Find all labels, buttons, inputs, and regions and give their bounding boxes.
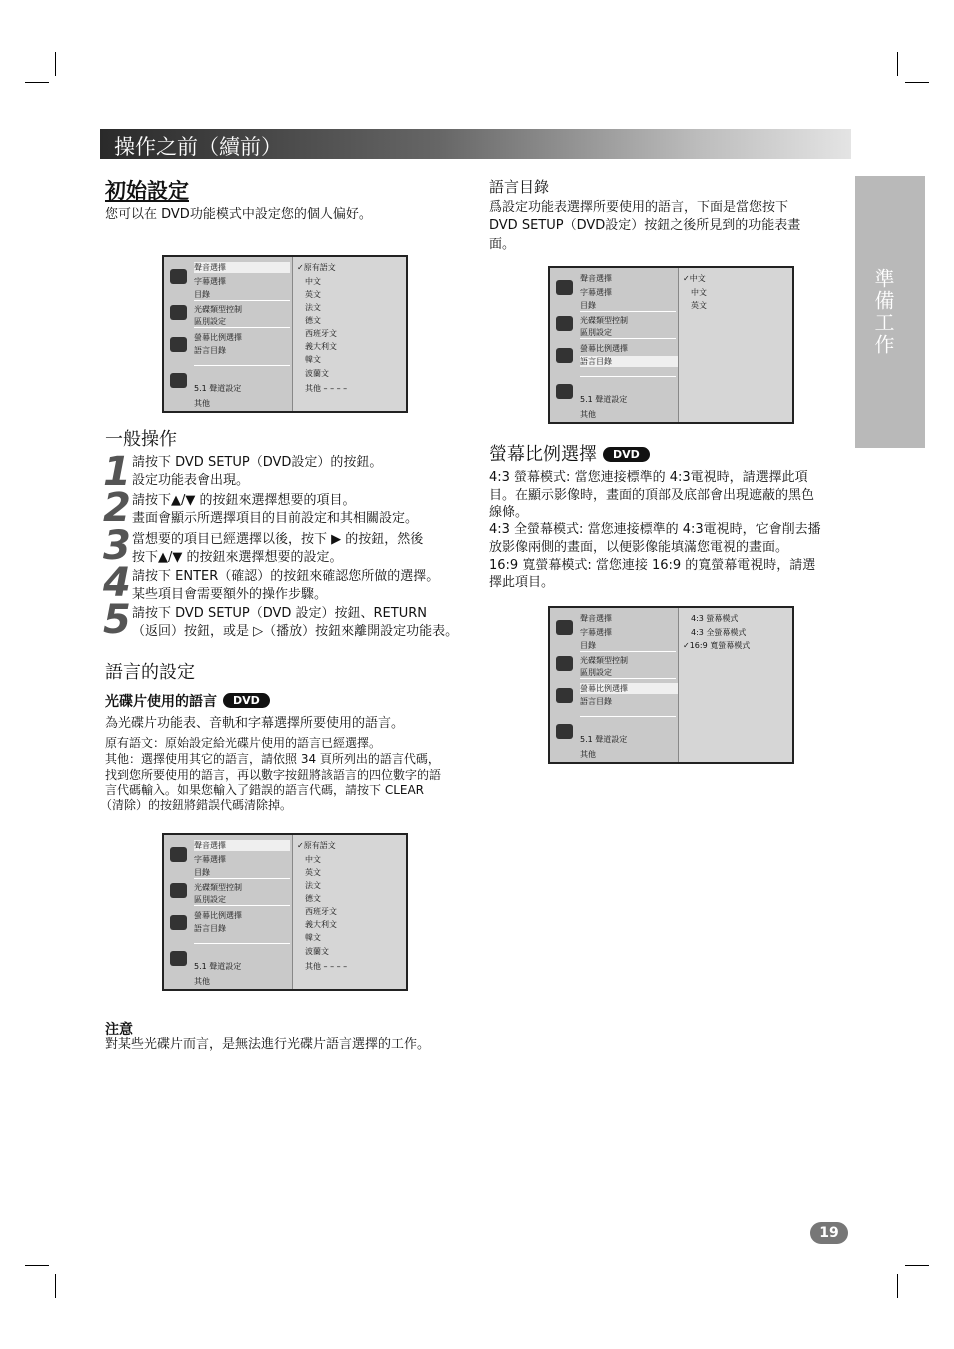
menu-item-aspect: 螢幕比例選擇 <box>580 344 628 353</box>
option: 其他 – – – – <box>305 384 348 393</box>
crop-mark <box>25 82 49 83</box>
step-text: 請按下 ENTER（確認）的按鈕來確認您所做的選擇。 <box>132 569 440 584</box>
crop-mark <box>897 52 898 76</box>
divider <box>580 338 676 339</box>
menu-item-subtitle: 字幕選擇 <box>194 277 226 286</box>
option: 義大利文 <box>305 342 337 351</box>
step-number: 1 <box>103 449 131 495</box>
side-tab-label: 準備工作 <box>871 268 895 356</box>
menu-item-aspect: 螢幕比例選擇 <box>194 333 242 342</box>
menu-language-heading: 語言目錄 <box>489 178 550 196</box>
option: 其他 – – – – <box>305 962 348 971</box>
language-icon <box>170 269 187 284</box>
initial-intro: 您可以在 DVD功能模式中設定您的個人偏好。 <box>105 207 372 222</box>
option: 英文 <box>691 301 707 310</box>
tv-icon <box>170 337 187 352</box>
step-text: 畫面會顯示所選擇項目的目前設定和其相關設定。 <box>132 511 419 526</box>
speaker-icon <box>170 951 187 966</box>
menu-item-subtitle: 字幕選擇 <box>580 628 612 637</box>
setup-menu-screen-2 <box>162 833 408 991</box>
step-text: 請按下 DVD SETUP（DVD設定）的按鈕。 <box>132 455 383 470</box>
menu-item-surround: 5.1 聲道設定 <box>194 384 242 393</box>
divider <box>194 300 290 301</box>
step-text: 按下▲/▼ 的按鈕來選擇想要的設定。 <box>132 550 343 565</box>
aspect-desc: 目。在顯示影像時，畫面的頂部及底部會出現遮蔽的黑色 <box>489 488 815 503</box>
option: 義大利文 <box>305 920 337 929</box>
setup-menu-screen-4 <box>548 606 794 764</box>
step-number: 2 <box>103 485 131 531</box>
option: ✓原有語文 <box>297 841 336 850</box>
lang-p3: 言代碼輸入。如果您輸入了錯誤的語言代碼，請按下 CLEAR <box>105 783 425 797</box>
menu-item-audio: 聲音選擇 <box>580 614 612 623</box>
menu-item-rating: 光碟類型控制 <box>580 316 628 325</box>
section-banner <box>100 129 851 159</box>
divider <box>580 651 676 652</box>
lock-icon <box>170 305 187 320</box>
menu-item-menu: 目錄 <box>580 641 596 650</box>
option: 韓文 <box>305 355 321 364</box>
lang-p3: 其他：選擇使用其它的語言，請依照 34 頁所列出的語言代碼， <box>105 752 440 766</box>
step-text: 請按下 DVD SETUP（DVD 設定）按鈕、RETURN <box>132 606 427 621</box>
lang-p3: （清除）的按鈕將錯誤代碼清除掉。 <box>100 798 293 812</box>
menu-item-rating: 光碟類型控制 <box>580 656 628 665</box>
menu-item-rating: 光碟類型控制 <box>194 305 242 314</box>
step-number: 4 <box>103 560 131 606</box>
option: ✓原有語文 <box>297 263 336 272</box>
menu-item-other: 其他 <box>194 977 210 986</box>
step-text: 請按下▲/▼ 的按鈕來選擇想要的項目。 <box>132 493 356 508</box>
banner-title: 操作之前（續前） <box>114 135 282 159</box>
option: 西班牙文 <box>305 907 337 916</box>
menu-item-region: 區別設定 <box>194 895 226 904</box>
menu-item-region: 區別設定 <box>580 668 612 677</box>
disc-language-title: 光碟片使用的語言 <box>105 694 217 710</box>
divider <box>580 678 676 679</box>
step-text: 某些項目會需要額外的操作步驟。 <box>132 587 328 602</box>
divider <box>194 365 290 366</box>
menu-item-surround: 5.1 聲道設定 <box>580 395 628 404</box>
speaker-icon <box>556 384 573 399</box>
option: 英文 <box>305 290 321 299</box>
setup-menu-screen-1 <box>162 255 408 413</box>
option: 波蘭文 <box>305 947 329 956</box>
note-text: 對某些光碟片而言，是無法進行光碟片語言選擇的工作。 <box>105 1037 431 1052</box>
option: 德文 <box>305 316 321 325</box>
aspect-desc: 4:3 全螢幕模式: 當您連接標準的 4:3電視時，它會削去播 <box>489 522 821 537</box>
lock-icon <box>556 316 573 331</box>
menu-item-menu: 目錄 <box>580 301 596 310</box>
menu-item-other: 其他 <box>580 410 596 419</box>
crop-mark <box>905 1265 929 1266</box>
option: 西班牙文 <box>305 329 337 338</box>
divider <box>194 905 290 906</box>
menu-item-surround: 5.1 聲道設定 <box>194 962 242 971</box>
menu-item-other: 其他 <box>194 399 210 408</box>
menu-item-other: 其他 <box>580 750 596 759</box>
aspect-desc: 線條。 <box>489 505 529 520</box>
language-icon <box>556 280 573 295</box>
speaker-icon <box>556 724 573 739</box>
aspect-desc: 4:3 螢幕模式: 當您連接標準的 4:3電視時，請選擇此項 <box>489 470 808 485</box>
menu-language-p: 面。 <box>489 237 516 252</box>
crop-mark <box>25 1265 49 1266</box>
crop-mark <box>905 82 929 83</box>
dvd-badge: DVD <box>223 693 270 708</box>
lang-p2: 原有語文：原始設定給光碟片使用的語言已經選擇。 <box>105 736 382 750</box>
menu-item-region: 區別設定 <box>194 317 226 326</box>
divider <box>194 327 290 328</box>
option: 中文 <box>691 288 707 297</box>
option: ✓中文 <box>683 274 706 283</box>
crop-mark <box>55 1274 56 1298</box>
option: 法文 <box>305 881 321 890</box>
option: 中文 <box>305 277 321 286</box>
menu-item-menu-language: 語言目錄 <box>580 697 612 706</box>
note-heading: 注意 <box>105 1022 133 1038</box>
page-number: 19 <box>810 1222 848 1244</box>
menu-item-aspect: 螢幕比例選擇 <box>194 911 242 920</box>
crop-mark <box>55 52 56 76</box>
menu-item-surround: 5.1 聲道設定 <box>580 735 628 744</box>
lock-icon <box>170 883 187 898</box>
general-heading: 一般操作 <box>105 429 177 450</box>
crop-mark <box>897 1274 898 1298</box>
menu-item-audio: 聲音選擇 <box>194 262 290 273</box>
menu-item-menu-language: 語言目錄 <box>580 356 678 367</box>
divider <box>580 311 676 312</box>
lang-p1: 為光碟片功能表、音軌和字幕選擇所要使用的語言。 <box>105 716 405 731</box>
menu-item-menu-language: 語言目錄 <box>194 346 226 355</box>
tv-icon <box>556 688 573 703</box>
language-icon <box>556 620 573 635</box>
option: 韓文 <box>305 933 321 942</box>
disc-language-subheading <box>105 691 270 711</box>
menu-item-audio: 聲音選擇 <box>194 840 290 851</box>
language-icon <box>170 847 187 862</box>
side-tab <box>855 176 925 448</box>
aspect-desc: 16:9 寬螢幕模式: 當您連接 16:9 的寬螢幕電視時，請選 <box>489 558 816 573</box>
tv-icon <box>556 348 573 363</box>
menu-item-menu: 目錄 <box>194 290 210 299</box>
menu-item-subtitle: 字幕選擇 <box>194 855 226 864</box>
divider <box>194 943 290 944</box>
aspect-title: 螢幕比例選擇 <box>489 444 597 465</box>
initial-heading: 初始設定 <box>105 179 189 203</box>
option: 4:3 全螢幕模式 <box>691 628 747 637</box>
menu-language-p: 爲設定功能表選擇所要使用的語言，下面是當您按下 <box>489 200 789 215</box>
menu-item-audio: 聲音選擇 <box>580 274 612 283</box>
lang-p3: 找到您所要使用的語言，再以數字按鈕將該語言的四位數字的語 <box>105 768 442 782</box>
step-number: 5 <box>103 597 131 643</box>
menu-item-rating: 光碟類型控制 <box>194 883 242 892</box>
option: 4:3 螢幕模式 <box>691 614 739 623</box>
option: 波蘭文 <box>305 369 329 378</box>
aspect-desc: 擇此項目。 <box>489 575 555 590</box>
setup-menu-screen-3 <box>548 266 794 424</box>
option: ✓16:9 寬螢幕模式 <box>683 641 751 650</box>
step-text: （返回）按鈕，或是 ▷（播放）按鈕來離開設定功能表。 <box>132 624 459 639</box>
aspect-desc: 放影像兩側的畫面，以便影像能填滿您電視的畫面。 <box>489 540 789 555</box>
option: 德文 <box>305 894 321 903</box>
menu-item-subtitle: 字幕選擇 <box>580 288 612 297</box>
step-text: 設定功能表會出現。 <box>132 473 250 488</box>
aspect-heading <box>489 440 650 466</box>
divider <box>194 878 290 879</box>
option: 法文 <box>305 303 321 312</box>
step-text: 當想要的項目已經選擇以後，按下 ▶ 的按鈕，然後 <box>132 532 424 547</box>
lock-icon <box>556 656 573 671</box>
language-heading: 語言的設定 <box>105 662 195 683</box>
option: 中文 <box>305 855 321 864</box>
menu-item-region: 區別設定 <box>580 328 612 337</box>
divider <box>580 716 676 717</box>
tv-icon <box>170 915 187 930</box>
dvd-badge: DVD <box>603 447 650 462</box>
menu-item-menu: 目錄 <box>194 868 210 877</box>
menu-item-menu-language: 語言目錄 <box>194 924 226 933</box>
option: 英文 <box>305 868 321 877</box>
menu-language-p: DVD SETUP（DVD設定）按鈕之後所見到的功能表畫 <box>489 218 801 233</box>
speaker-icon <box>170 373 187 388</box>
divider <box>580 376 676 377</box>
menu-item-aspect: 螢幕比例選擇 <box>580 683 678 694</box>
step-number: 3 <box>103 523 131 569</box>
